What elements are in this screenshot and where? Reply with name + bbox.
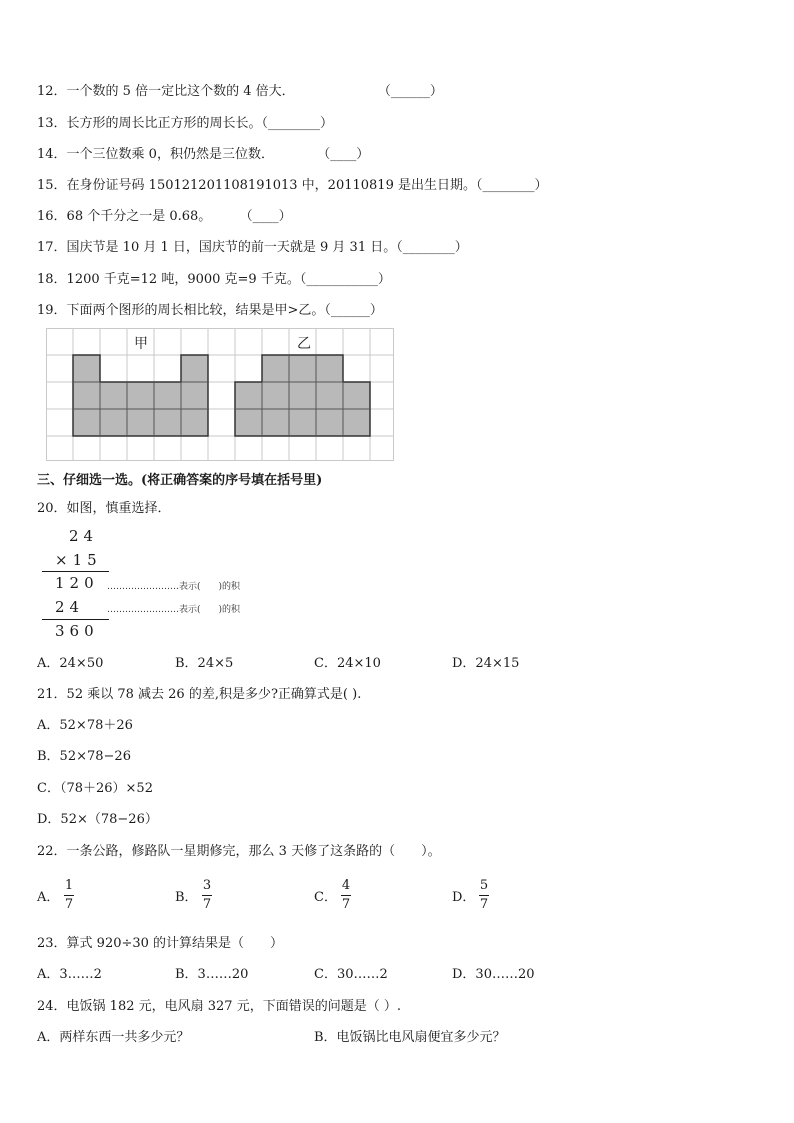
question-24: 24．电饭锅 182 元，电风扇 327 元，下面错误的问题是（ ）. xyxy=(37,999,401,1014)
q23-option-a: A．3……2 xyxy=(37,967,102,982)
shape-jia xyxy=(73,355,208,436)
q20-option-b: B．24×5 xyxy=(175,656,234,671)
question-17: 17．国庆节是 10 月 1 日，国庆节的前一天就是 9 月 31 日。（________） xyxy=(37,240,468,255)
section-3-heading: 三、仔细选一选。(将正确答案的序号填在括号里) xyxy=(37,473,323,488)
q22-option-d-fraction: 5 7 xyxy=(479,878,489,912)
label-yi: 乙 xyxy=(297,336,311,352)
calc-partial-2: 24 xyxy=(55,598,85,616)
question-14: 14．一个三位数乘 0，积仍然是三位数． （____） xyxy=(37,147,370,162)
calc-note-1: ……………………表示( )的积 xyxy=(107,582,241,592)
q20-option-a: A．24×50 xyxy=(37,656,104,671)
q21-option-b: B．52×78−26 xyxy=(37,749,131,764)
question-20: 20．如图，慎重选择． xyxy=(37,501,171,516)
q20-option-c: C．24×10 xyxy=(314,656,381,671)
q22-option-c-letter: C． xyxy=(314,890,337,905)
calc-rule-2 xyxy=(42,619,109,620)
calc-multiplier: ×15 xyxy=(55,551,102,569)
q23-option-b: B．3……20 xyxy=(175,967,249,982)
q22-option-b-letter: B． xyxy=(175,890,198,905)
q22-option-a-letter: A． xyxy=(37,890,60,905)
question-22: 22．一条公路，修路队一星期修完，那么 3 天修了这条路的（ ）。 xyxy=(37,844,441,859)
question-19: 19．下面两个图形的周长相比较，结果是甲>乙。（______） xyxy=(37,303,383,318)
q24-option-a: A．两样东西一共多少元？ xyxy=(37,1030,190,1045)
calc-product: 360 xyxy=(55,622,99,640)
calc-multiplicand: 24 xyxy=(69,527,99,545)
question-21: 21．52 乘以 78 减去 26 的差,积是多少?正确算式是( ). xyxy=(37,687,362,702)
q22-option-a-fraction: 1 7 xyxy=(64,878,74,912)
label-jia: 甲 xyxy=(134,336,148,352)
q22-option-c-fraction: 4 7 xyxy=(341,878,351,912)
question-12: 12．一个数的 5 倍一定比这个数的 4 倍大． （______） xyxy=(37,84,443,99)
q24-option-b: B．电饭锅比电风扇便宜多少元？ xyxy=(314,1030,506,1045)
question-18: 18．1200 千克=12 吨，9000 克=9 千克。（___________） xyxy=(37,272,391,287)
question-13: 13．长方形的周长比正方形的周长长。（________） xyxy=(37,116,334,131)
vertical-multiplication xyxy=(37,527,297,642)
shape-yi xyxy=(235,355,370,436)
q21-option-d: D．52×（78−26） xyxy=(37,812,158,827)
question-23: 23．算式 920÷30 的计算结果是（ ） xyxy=(37,936,284,951)
q23-option-c: C．30……2 xyxy=(314,967,388,982)
q23-option-d: D．30……20 xyxy=(452,967,535,982)
q21-option-a: A．52×78＋26 xyxy=(37,718,133,733)
question-15: 15．在身份证号码 150121201108191013 中，20110819 是出生日期。（________） xyxy=(37,178,548,193)
q21-option-c: C．（78＋26）×52 xyxy=(37,781,153,796)
q22-option-b-fraction: 3 7 xyxy=(202,878,212,912)
perimeter-grid-figure xyxy=(46,328,394,461)
calc-rule-1 xyxy=(42,571,109,572)
q20-option-d: D．24×15 xyxy=(452,656,520,671)
calc-partial-1: 120 xyxy=(55,574,99,592)
calc-note-2: ……………………表示( )的积 xyxy=(107,605,241,615)
q22-option-d-letter: D． xyxy=(452,890,476,905)
question-16: 16．68 个千分之一是 0.68。 （____） xyxy=(37,209,292,224)
